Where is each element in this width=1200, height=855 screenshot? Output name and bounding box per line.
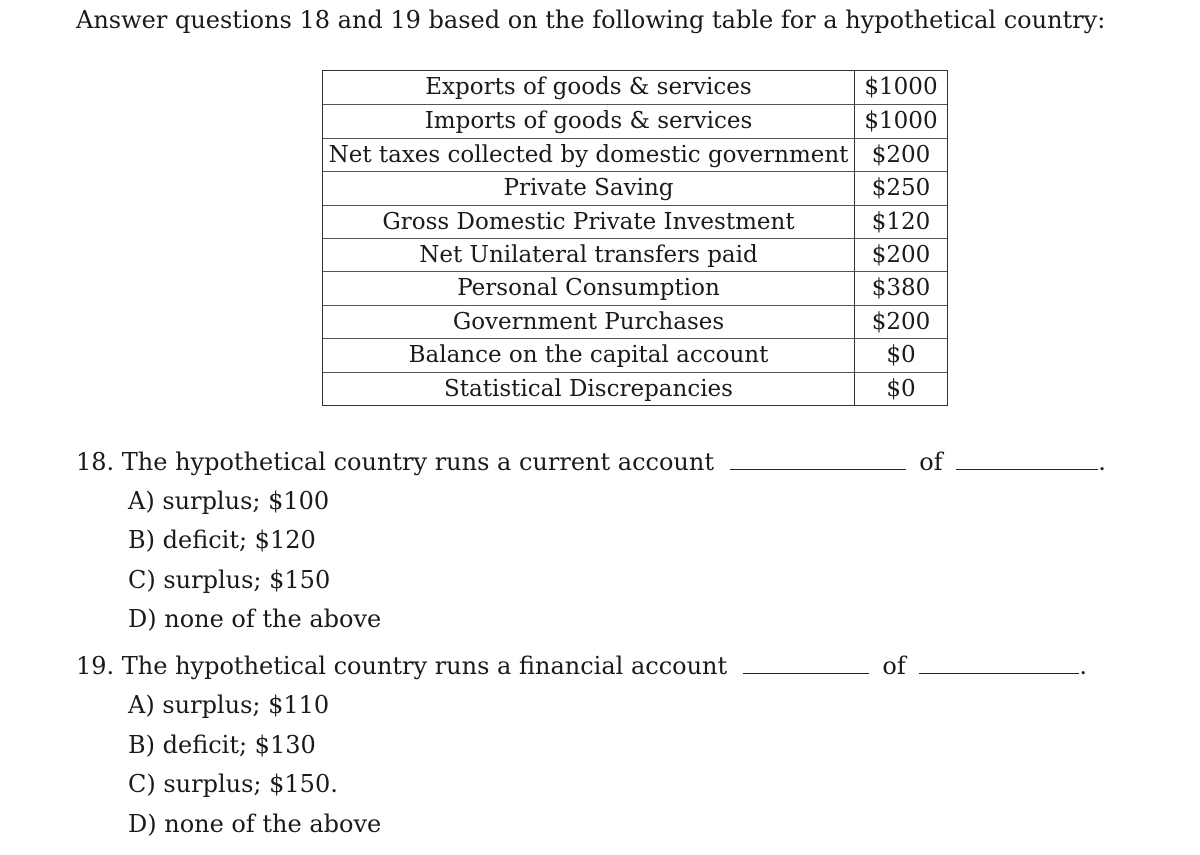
question-18-stem: 18. The hypothetical country runs a current account bbox=[76, 448, 714, 476]
row-label: Government Purchases bbox=[323, 306, 855, 338]
q18-option-d: D) none of the above bbox=[128, 605, 382, 633]
table-row bbox=[323, 305, 947, 338]
answer-blank-3 bbox=[743, 672, 869, 674]
row-value: $200 bbox=[871, 241, 931, 268]
q19-option-c: C) surplus; $150. bbox=[128, 770, 338, 798]
question-18-end: . bbox=[1098, 448, 1106, 476]
row-value: $1000 bbox=[864, 108, 938, 135]
intro-text: Answer questions 18 and 19 based on the following table for a hypothetical country: bbox=[76, 6, 1106, 34]
table-row bbox=[323, 372, 947, 405]
row-value: $0 bbox=[886, 375, 916, 402]
answer-blank-4 bbox=[919, 672, 1079, 674]
question-19-end: . bbox=[1079, 652, 1088, 680]
data-table bbox=[322, 70, 948, 406]
question-19 bbox=[76, 650, 1087, 682]
row-label: Balance on the capital account bbox=[323, 339, 855, 371]
question-18-of: of bbox=[919, 448, 943, 476]
row-value: $0 bbox=[886, 342, 916, 369]
table-row bbox=[323, 104, 947, 137]
question-18 bbox=[76, 446, 1106, 478]
row-label: Gross Domestic Private Investment bbox=[323, 206, 855, 238]
question-19-of: of bbox=[882, 652, 906, 680]
row-value: $250 bbox=[871, 175, 931, 202]
q18-option-a: A) surplus; $100 bbox=[128, 487, 330, 515]
row-label: Exports of goods & services bbox=[323, 71, 855, 104]
q19-option-b: B) deficit; $130 bbox=[128, 731, 316, 759]
row-label: Private Saving bbox=[323, 172, 855, 204]
row-value: $1000 bbox=[864, 74, 938, 100]
row-value: $380 bbox=[871, 275, 931, 302]
row-label: Net taxes collected by domestic government bbox=[323, 139, 855, 171]
table-row bbox=[323, 271, 947, 304]
row-value: $120 bbox=[871, 208, 931, 235]
row-label: Statistical Discrepancies bbox=[323, 373, 855, 405]
row-label: Net Unilateral transfers paid bbox=[323, 239, 855, 271]
table-row bbox=[323, 338, 947, 371]
q19-option-d: D) none of the above bbox=[128, 810, 382, 838]
row-value: $200 bbox=[871, 141, 931, 168]
q19-option-a: A) surplus; $110 bbox=[128, 691, 330, 719]
row-value: $200 bbox=[871, 308, 931, 335]
q18-option-b: B) deficit; $120 bbox=[128, 526, 316, 554]
answer-blank-1 bbox=[730, 468, 906, 470]
row-label: Personal Consumption bbox=[323, 272, 855, 304]
answer-blank-2 bbox=[956, 468, 1098, 470]
row-label: Imports of goods & services bbox=[323, 105, 855, 137]
table-row bbox=[323, 238, 947, 271]
table-row bbox=[323, 138, 947, 171]
table-row bbox=[323, 71, 947, 104]
q18-option-c: C) surplus; $150 bbox=[128, 566, 331, 594]
table-row bbox=[323, 205, 947, 238]
question-19-stem: 19. The hypothetical country runs a financial account bbox=[76, 652, 728, 680]
table-row bbox=[323, 171, 947, 204]
